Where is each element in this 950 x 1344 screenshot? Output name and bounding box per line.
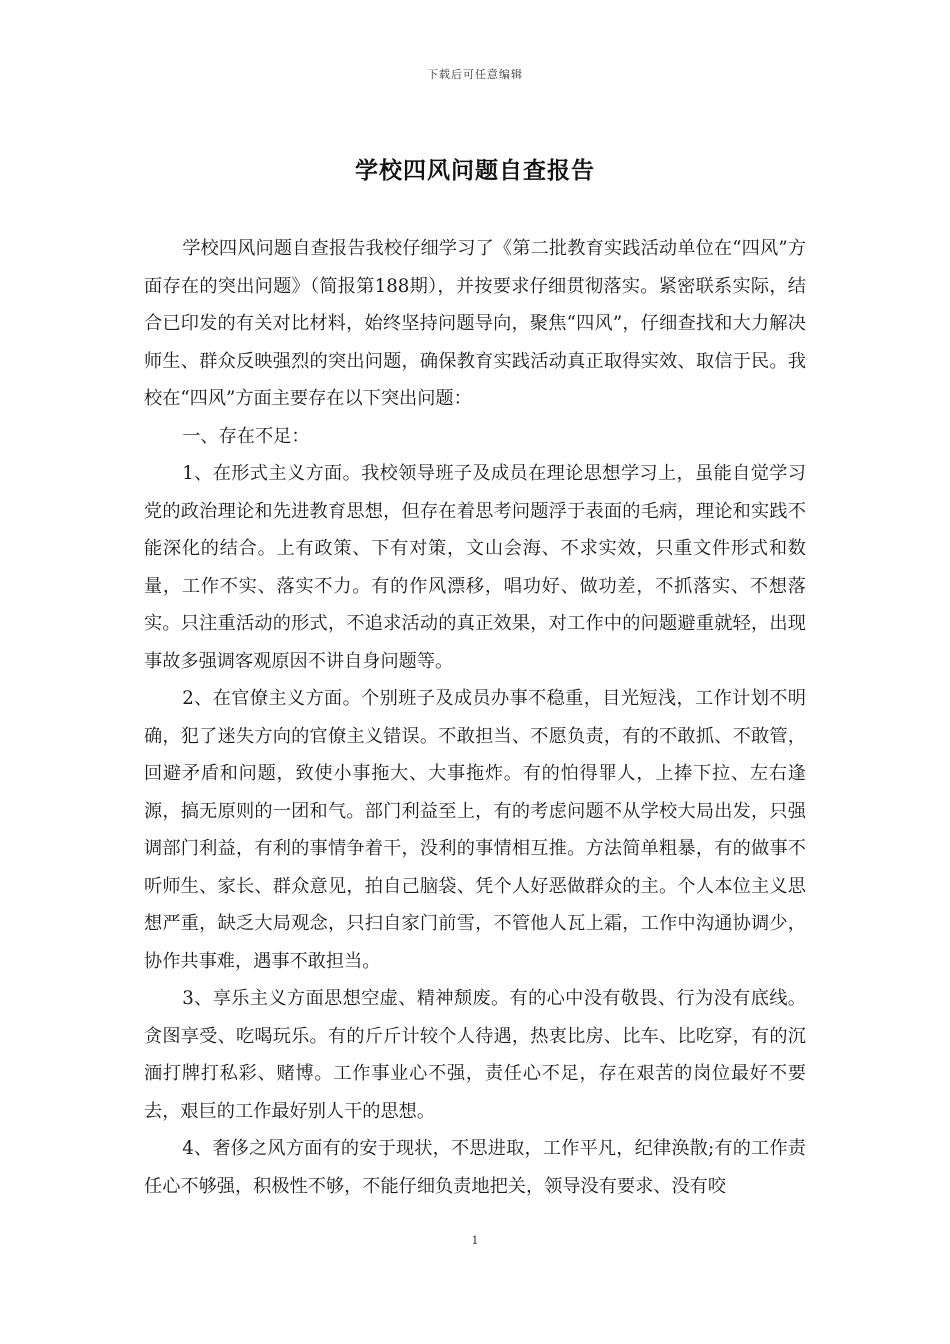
paragraph-hedonism: 3、享乐主义方面思想空虚、精神颓废。有的心中没有敬畏、行为没有底线。贪图享受、吃喝玩乐。有的斤斤计较个人待遇，热衷比房、比车、比吃穿，有的沉湎打牌打私彩、赌博。工作事业心不强，责任心不足，存在艰苦的岗位最好不要去，艰巨的工作最好别人干的思想。 <box>144 988 806 1122</box>
paragraph-bureaucracy: 2、在官僚主义方面。个别班子及成员办事不稳重，目光短浅，工作计划不明确，犯了迷失方向的官僚主义错误。不敢担当、不愿负责，有的不敢抓、不敢管，回避矛盾和问题，致使小事拖大、大事拖炸。有的怕得罪人，上捧下拉、左右逢源，搞无原则的一团和气。部门利益至上，有的考虑问题不从学校大局出发，只强调部门利益，有利的事情争着干，没利的事情相互推。方法简单粗暴，有的做事不听师生、家长、群众意见，拍自己脑袋、凭个人好恶做群众的主。个人本位主义思想严重，缺乏大局观念，只扫自家门前雪，不管他人瓦上霜，工作中沟通协调少，协作共事难，遇事不敢担当。 <box>144 688 806 972</box>
page-number: 1 <box>471 1234 479 1247</box>
paragraph-formalism: 1、在形式主义方面。我校领导班子及成员在理论思想学习上，虽能自觉学习党的政治理论和先进教育思想，但存在着思考问题浮于表面的毛病，理论和实践不能深化的结合。上有政策、下有对策，文山会海、不求实效，只重文件形式和数量，工作不实、落实不力。有的作风漂移，唱功好、做功差，不抓落实、不想落实。只注重活动的形式，不追求活动的真正效果，对工作中的问题避重就轻，出现事故多强调客观原因不讲自身问题等。 <box>144 463 806 672</box>
document-body <box>144 230 806 1205</box>
paragraph-section-heading: 一、存在不足： <box>182 425 310 447</box>
paragraph-extravagance: 4、奢侈之风方面有的安于现状，不思进取，工作平凡，纪律涣散;有的工作责任心不够强，积极性不够，不能仔细负责地把关，领导没有要求、没有咬 <box>144 1138 806 1197</box>
header-note: 下载后可任意编辑 <box>427 68 523 81</box>
paragraph-intro: 学校四风问题自查报告我校仔细学习了《第二批教育实践活动单位在“四风”方面存在的突出问题》（简报第188期），并按要求仔细贯彻落实。紧密联系实际，结合已印发的有关对比材料，始终坚持问题导向，聚焦“四风”，仔细查找和大力解决师生、群众反映强烈的突出问题，确保教育实践活动真正取得实效、取信于民。我校在“四风”方面主要存在以下突出问题： <box>144 238 806 409</box>
page-title: 学校四风问题自查报告 <box>355 157 595 184</box>
